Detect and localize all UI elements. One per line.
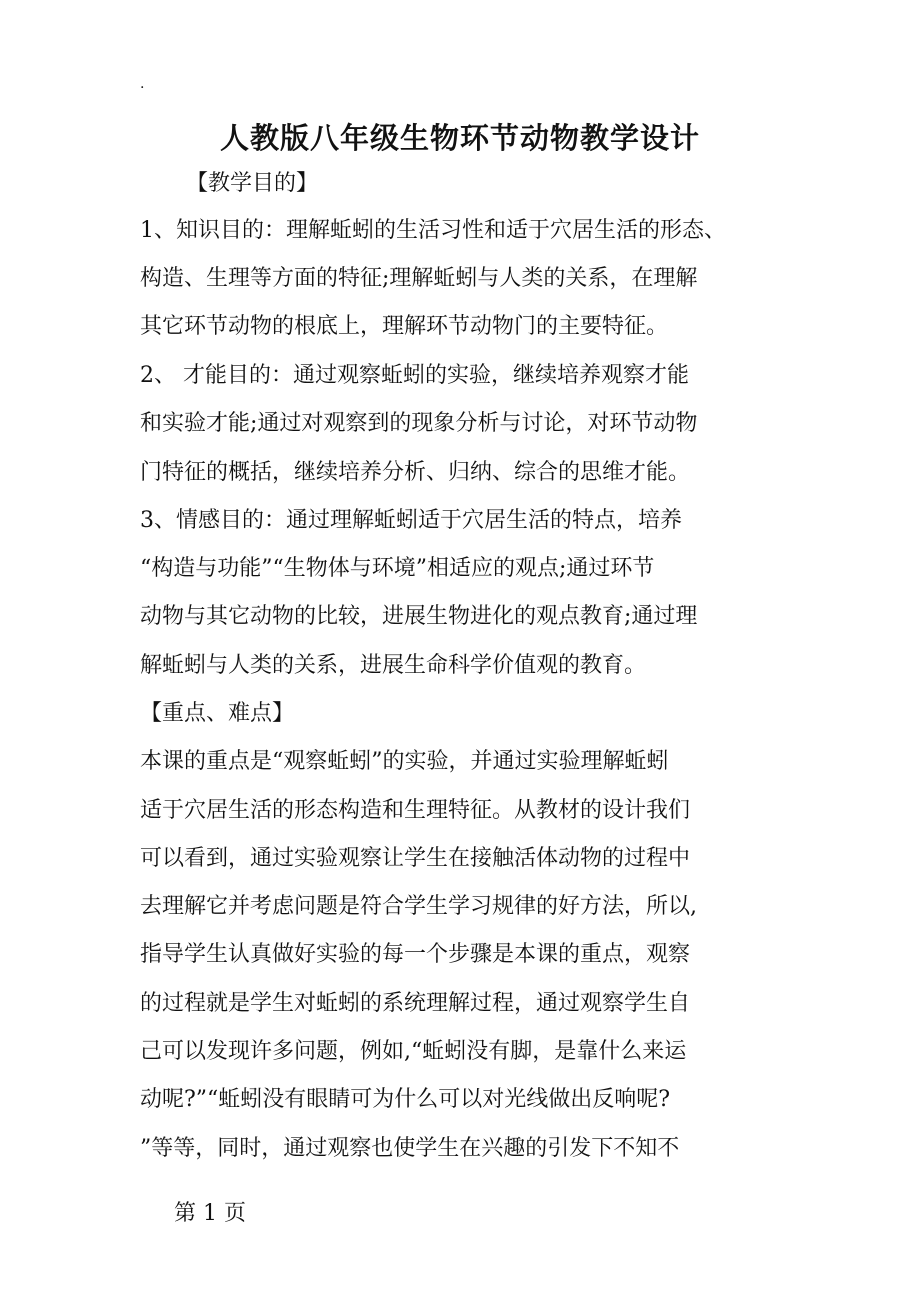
- section-heading: 【重点、难点】: [140, 701, 295, 726]
- text-line: 1、知识目的：理解蚯蚓的生活习性和适于穴居生活的形态、: [140, 218, 726, 243]
- text-line: 2、 才能目的：通过观察蚯蚓的实验，继续培养观察才能: [140, 363, 689, 388]
- text-line: 【教学目的】: [186, 171, 319, 196]
- text-line: 门特征的概括，继续培养分析、归纳、综合的思维才能。: [140, 460, 691, 485]
- text-line: 和实验才能;通过对观察到的现象分析与讨论，对环节动物: [140, 411, 698, 436]
- text-line: 动呢?”“蚯蚓没有眼睛可为什么可以对光线做出反响呢?: [140, 1087, 671, 1112]
- text-line: 适于穴居生活的形态构造和生理特征。从教材的设计我们: [140, 798, 691, 823]
- text-line: “构造与功能”“生物体与环境”相适应的观点;通过环节: [140, 556, 655, 581]
- text-line: 构造、生理等方面的特征;理解蚯蚓与人类的关系，在理解: [140, 266, 698, 291]
- text-line: 动物与其它动物的比较，进展生物进化的观点教育;通过理: [140, 604, 698, 629]
- text-line: 去理解它并考虑问题是符合学生学习规律的好方法，所以,: [140, 894, 697, 919]
- text-line: 指导学生认真做好实验的每一个步骤是本课的重点，观察: [140, 942, 691, 967]
- text-line: 3、情感目的：通过理解蚯蚓适于穴居生活的特点，培养: [140, 508, 682, 533]
- text-line: 其它环节动物的根底上，理解环节动物门的主要特征。: [140, 314, 669, 339]
- text-line: 己可以发现许多问题，例如,“蚯蚓没有脚，是靠什么来运: [140, 1039, 687, 1064]
- text-line: 解蚯蚓与人类的关系，进展生命科学价值观的教育。: [140, 653, 647, 678]
- text-line: ”等等，同时，通过观察也使学生在兴趣的引发下不知不: [140, 1136, 680, 1161]
- page-number: 第 1 页: [174, 1201, 246, 1226]
- text-line: 本课的重点是“观察蚯蚓”的实验，并通过实验理解蚯蚓: [140, 749, 669, 774]
- document-title: 人教版八年级生物环节动物教学设计: [219, 121, 700, 155]
- page-marker: .: [140, 76, 145, 92]
- text-line: 可以看到，通过实验观察让学生在接触活体动物的过程中: [140, 846, 691, 871]
- text-line: 的过程就是学生对蚯蚓的系统理解过程，通过观察学生自: [140, 991, 691, 1016]
